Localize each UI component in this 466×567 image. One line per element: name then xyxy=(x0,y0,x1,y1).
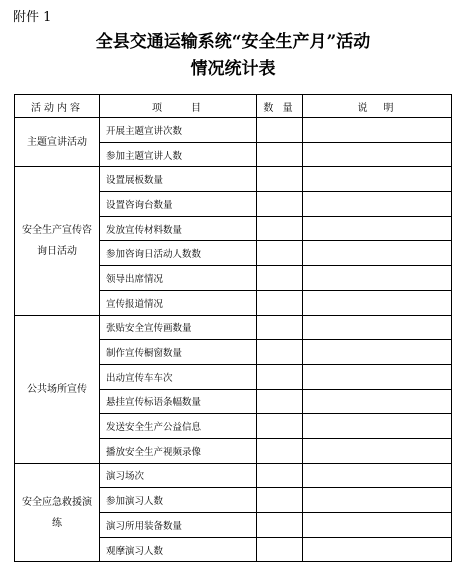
item-cell: 张贴安全宣传画数量 xyxy=(100,315,257,340)
quantity-cell[interactable] xyxy=(257,266,303,291)
table-row xyxy=(15,118,452,143)
quantity-cell[interactable] xyxy=(257,118,303,143)
note-cell[interactable] xyxy=(303,364,452,389)
table-row xyxy=(15,463,452,488)
document-title-line1: 全县交通运输系统“安全生产月”活动 xyxy=(95,32,371,52)
category-cell: 安全应急救援演练 xyxy=(15,463,100,562)
table-header-row xyxy=(15,95,452,118)
note-cell[interactable] xyxy=(303,118,452,143)
note-cell[interactable] xyxy=(303,290,452,315)
item-cell: 播放安全生产视频录像 xyxy=(100,438,257,463)
quantity-cell[interactable] xyxy=(257,537,303,562)
item-cell: 发放宣传材料数量 xyxy=(100,216,257,241)
quantity-cell[interactable] xyxy=(257,389,303,414)
quantity-cell[interactable] xyxy=(257,414,303,439)
note-cell[interactable] xyxy=(303,216,452,241)
category-cell: 主题宣讲活动 xyxy=(15,118,100,167)
category-cell: 公共场所宣传 xyxy=(15,315,100,463)
item-cell: 悬挂宣传标语条幅数量 xyxy=(100,389,257,414)
item-cell: 制作宣传橱窗数量 xyxy=(100,340,257,365)
item-cell: 宣传报道情况 xyxy=(100,290,257,315)
note-cell[interactable] xyxy=(303,438,452,463)
table-row xyxy=(15,315,452,340)
item-cell: 领导出席情况 xyxy=(100,266,257,291)
item-cell: 开展主题宣讲次数 xyxy=(100,118,257,143)
quantity-cell[interactable] xyxy=(257,315,303,340)
quantity-cell[interactable] xyxy=(257,364,303,389)
item-cell: 设置展板数量 xyxy=(100,167,257,192)
note-cell[interactable] xyxy=(303,241,452,266)
header-item: 项 目 xyxy=(100,95,257,118)
quantity-cell[interactable] xyxy=(257,192,303,217)
note-cell[interactable] xyxy=(303,315,452,340)
note-cell[interactable] xyxy=(303,192,452,217)
item-cell: 出动宣传车车次 xyxy=(100,364,257,389)
item-cell: 发送安全生产公益信息 xyxy=(100,414,257,439)
document-title-line2: 情况统计表 xyxy=(190,59,276,79)
quantity-cell[interactable] xyxy=(257,438,303,463)
item-cell: 设置咨询台数量 xyxy=(100,192,257,217)
note-cell[interactable] xyxy=(303,142,452,167)
item-cell: 参加咨询日活动人数数 xyxy=(100,241,257,266)
quantity-cell[interactable] xyxy=(257,513,303,538)
quantity-cell[interactable] xyxy=(257,142,303,167)
note-cell[interactable] xyxy=(303,463,452,488)
quantity-cell[interactable] xyxy=(257,488,303,513)
header-activity: 活动内容 xyxy=(15,95,100,118)
item-cell: 观摩演习人数 xyxy=(100,537,257,562)
note-cell[interactable] xyxy=(303,340,452,365)
category-cell: 安全生产宣传咨询日活动 xyxy=(15,167,100,315)
quantity-cell[interactable] xyxy=(257,241,303,266)
note-cell[interactable] xyxy=(303,167,452,192)
note-cell[interactable] xyxy=(303,537,452,562)
note-cell[interactable] xyxy=(303,513,452,538)
item-cell: 演习场次 xyxy=(100,463,257,488)
annex-label: 附件 1 xyxy=(13,10,52,25)
item-cell: 参加主题宣讲人数 xyxy=(100,142,257,167)
note-cell[interactable] xyxy=(303,266,452,291)
note-cell[interactable] xyxy=(303,389,452,414)
quantity-cell[interactable] xyxy=(257,463,303,488)
note-cell[interactable] xyxy=(303,488,452,513)
table-row xyxy=(15,167,452,192)
item-cell: 演习所用装备数量 xyxy=(100,513,257,538)
quantity-cell[interactable] xyxy=(257,340,303,365)
header-quantity: 数 量 xyxy=(257,95,303,118)
item-cell: 参加演习人数 xyxy=(100,488,257,513)
quantity-cell[interactable] xyxy=(257,216,303,241)
quantity-cell[interactable] xyxy=(257,290,303,315)
quantity-cell[interactable] xyxy=(257,167,303,192)
statistics-table xyxy=(14,94,452,562)
note-cell[interactable] xyxy=(303,414,452,439)
header-note: 说 明 xyxy=(303,95,452,118)
